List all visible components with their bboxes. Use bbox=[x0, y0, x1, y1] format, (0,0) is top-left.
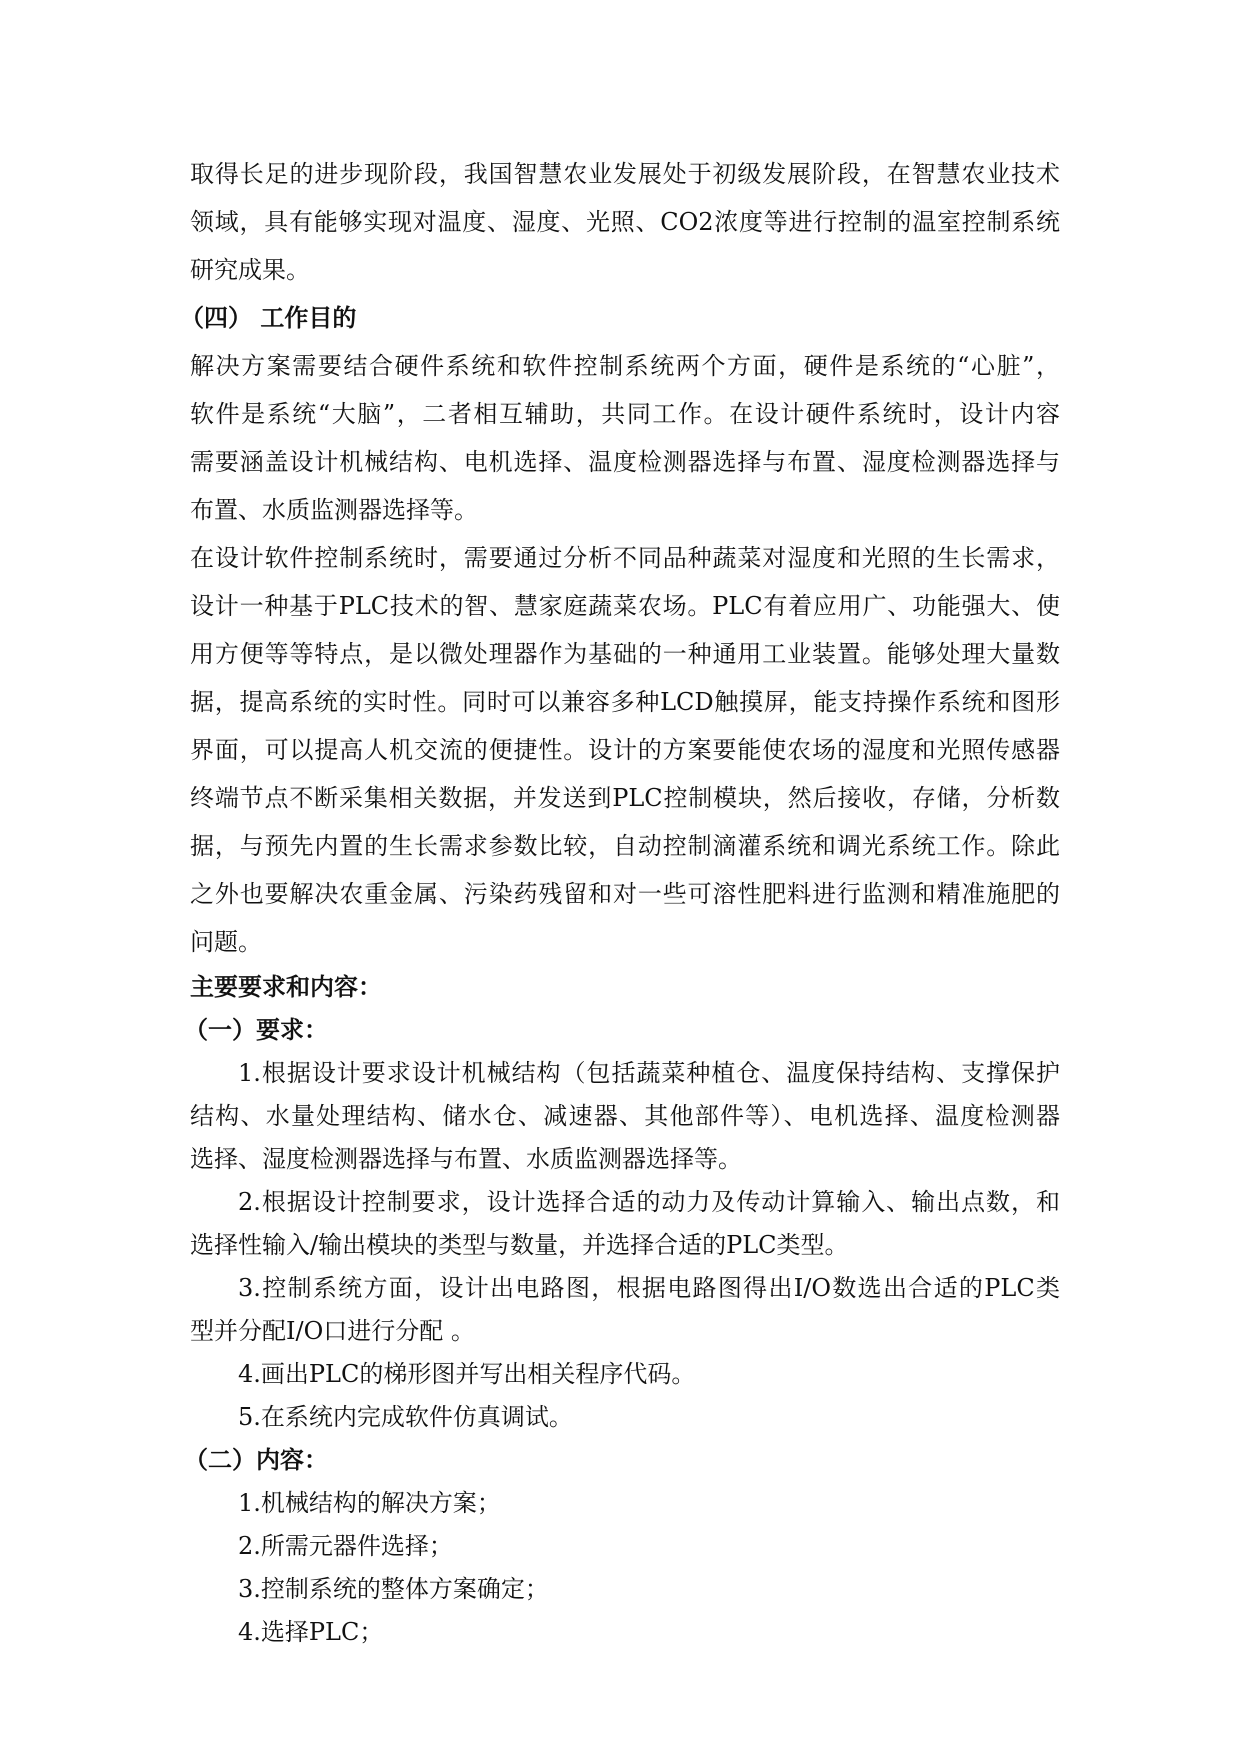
text-line: 解决方案需要结合硬件系统和软件控制系统两个方面，硬件是系统的“心脏”， bbox=[190, 352, 1060, 380]
list-item: 1.机械结构的解决方案； bbox=[238, 1489, 501, 1517]
list-item: 2.所需元器件选择； bbox=[238, 1532, 453, 1560]
list-item: 3.控制系统的整体方案确定； bbox=[238, 1575, 549, 1603]
text-line: 选择性输入/输出模块的类型与数量，并选择合适的PLC类型。 bbox=[190, 1231, 849, 1259]
text-line: 在设计软件控制系统时，需要通过分析不同品种蔬菜对湿度和光照的生长需求， bbox=[190, 544, 1060, 572]
contents-list bbox=[190, 1482, 1060, 1654]
text-line: 布置、水质监测器选择等。 bbox=[190, 496, 478, 524]
heading-work-goal: （四） 工作目的 bbox=[180, 304, 357, 332]
heading-contents: （二）内容： bbox=[184, 1446, 328, 1474]
text-line: 需要涵盖设计机械结构、电机选择、温度检测器选择与布置、湿度检测器选择与 bbox=[190, 448, 1060, 476]
text-line: 设计一种基于PLC技术的智、慧家庭蔬菜农场。PLC有着应用广、功能强大、使 bbox=[190, 592, 1060, 620]
text-line: 终端节点不断采集相关数据，并发送到PLC控制模块，然后接收，存储，分析数 bbox=[190, 784, 1060, 812]
paragraph-solution bbox=[190, 342, 1060, 534]
document-page bbox=[180, 150, 1060, 1654]
list-item: 2.根据设计控制要求，设计选择合适的动力及传动计算输入、输出点数，和 bbox=[238, 1188, 1060, 1216]
heading-requirements: （一）要求： bbox=[184, 1016, 328, 1044]
list-item: 1.根据设计要求设计机械结构（包括蔬菜种植仓、温度保持结构、支撑保护 bbox=[238, 1059, 1060, 1087]
list-item: 3.控制系统方面，设计出电路图，根据电路图得出I/O数选出合适的PLC类 bbox=[238, 1274, 1060, 1302]
text-line: 据，与预先内置的生长需求参数比较，自动控制滴灌系统和调光系统工作。除此 bbox=[190, 832, 1060, 860]
paragraph-background-end bbox=[190, 150, 1060, 294]
heading-main-requirements: 主要要求和内容： bbox=[190, 973, 382, 1001]
text-line: 取得长足的进步现阶段，我国智慧农业发展处于初级发展阶段，在智慧农业技术 bbox=[190, 160, 1060, 188]
text-line: 结构、水量处理结构、储水仓、减速器、其他部件等）、电机选择、温度检测器 bbox=[190, 1102, 1060, 1130]
text-line: 用方便等等特点，是以微处理器作为基础的一种通用工业装置。能够处理大量数 bbox=[190, 640, 1060, 668]
text-line: 问题。 bbox=[190, 928, 262, 956]
text-line: 型并分配I/O口进行分配 。 bbox=[190, 1317, 475, 1345]
requirements-list bbox=[190, 1052, 1060, 1439]
text-line: 软件是系统“大脑”，二者相互辅助，共同工作。在设计硬件系统时，设计内容 bbox=[190, 400, 1060, 428]
list-item: 4.画出PLC的梯形图并写出相关程序代码。 bbox=[238, 1360, 696, 1388]
list-item: 4.选择PLC； bbox=[238, 1618, 384, 1646]
paragraph-software-design bbox=[190, 534, 1060, 966]
text-line: 选择、湿度检测器选择与布置、水质监测器选择等。 bbox=[190, 1145, 742, 1173]
text-line: 据，提高系统的实时性。同时可以兼容多种LCD触摸屏，能支持操作系统和图形 bbox=[190, 688, 1060, 716]
text-line: 之外也要解决农重金属、污染药残留和对一些可溶性肥料进行监测和精准施肥的 bbox=[190, 880, 1060, 908]
list-item: 5.在系统内完成软件仿真调试。 bbox=[238, 1403, 573, 1431]
text-line: 研究成果。 bbox=[190, 256, 310, 284]
text-line: 领域，具有能够实现对温度、湿度、光照、CO2浓度等进行控制的温室控制系统 bbox=[190, 208, 1060, 236]
text-line: 界面，可以提高人机交流的便捷性。设计的方案要能使农场的湿度和光照传感器 bbox=[190, 736, 1060, 764]
